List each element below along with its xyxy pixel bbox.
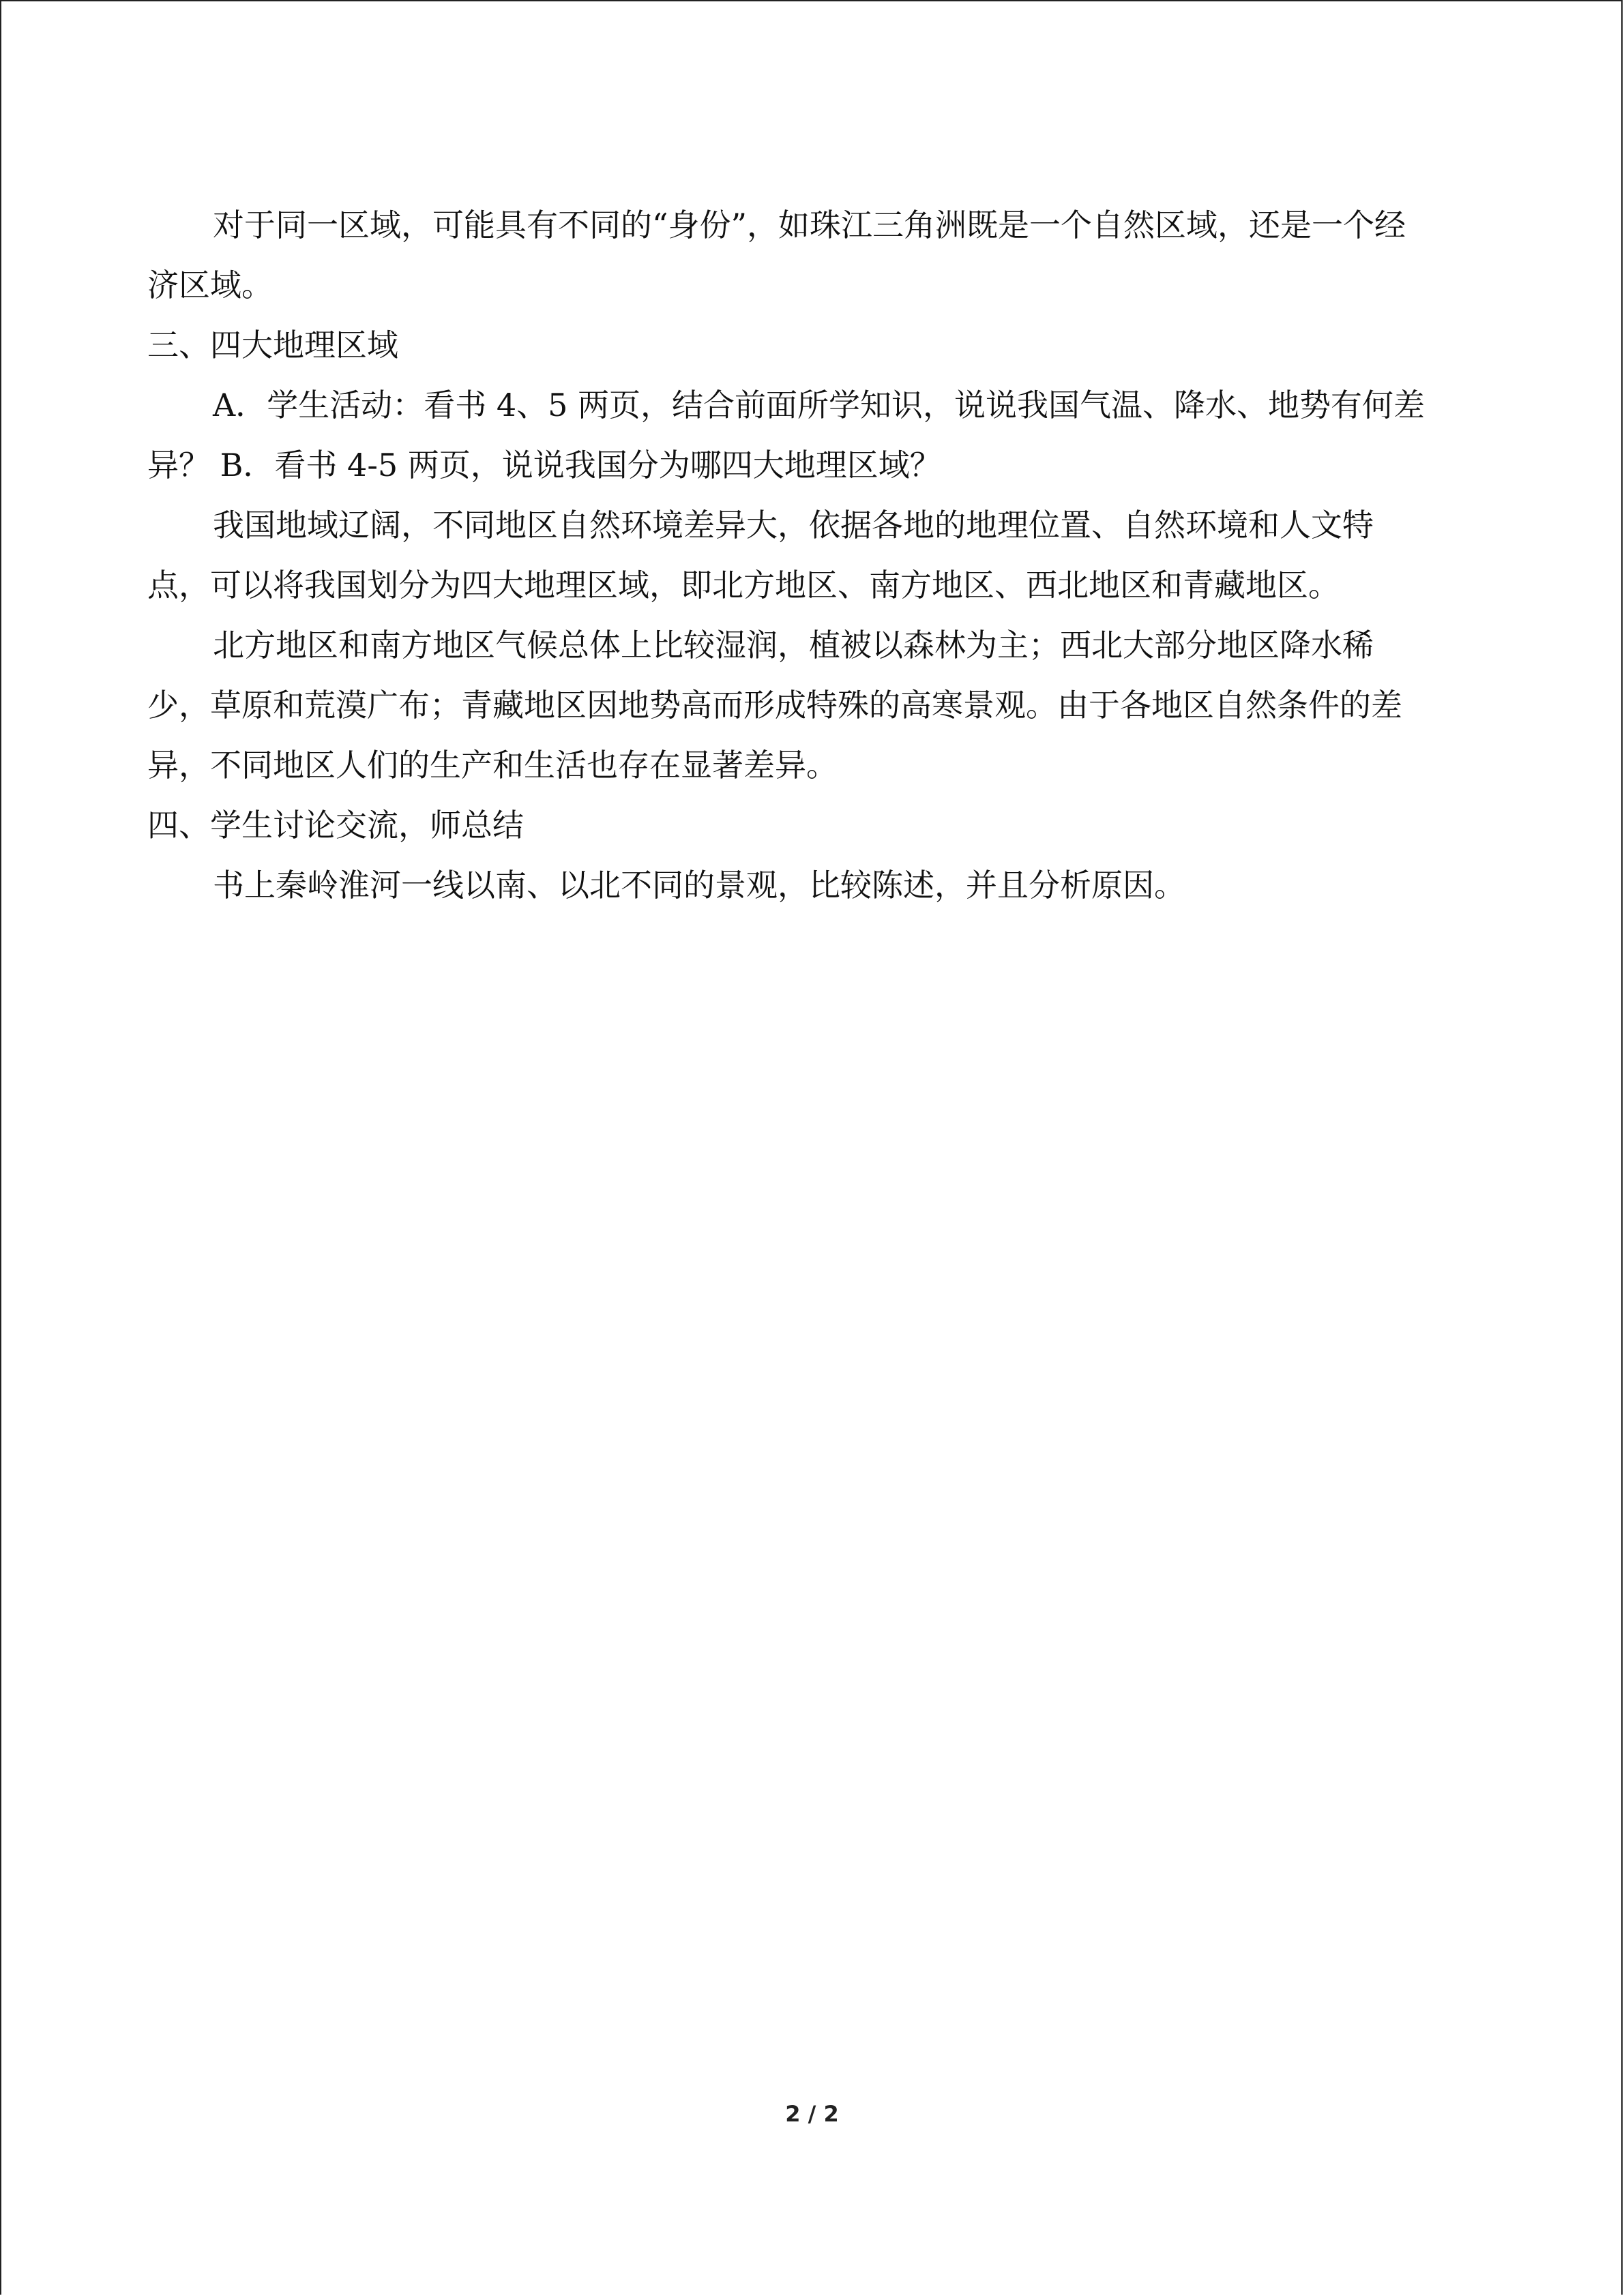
paragraph-line: 北方地区和南方地区气候总体上比较湿润，植被以森林为主；西北大部分地区降水稀 <box>213 627 1374 664</box>
paragraph-line: 异？ B．看书 4-5 两页，说说我国分为哪四大地理区域？ <box>147 447 941 483</box>
paragraph-line: 对于同一区域，可能具有不同的“身份”，如珠江三角洲既是一个自然区域，还是一个经 <box>213 207 1406 243</box>
paragraph-line: 书上秦岭淮河一线以南、以北不同的景观，比较陈述，并且分析原因。 <box>213 867 1185 904</box>
section-heading: 四、学生讨论交流，师总结 <box>147 807 524 844</box>
paragraph-line: 少，草原和荒漠广布；青藏地区因地势高而形成特殊的高寒景观。由于各地区自然条件的差 <box>147 687 1402 724</box>
paragraph-line: 我国地域辽阔，不同地区自然环境差异大，依据各地的地理位置、自然环境和人文特 <box>213 507 1374 543</box>
paragraph-line: 点，可以将我国划分为四大地理区域，即北方地区、南方地区、西北地区和青藏地区。 <box>147 567 1340 603</box>
paragraph-line: 济区域。 <box>147 267 273 303</box>
page-number: 2 / 2 <box>785 2101 839 2127</box>
paragraph-line: 异，不同地区人们的生产和生活也存在显著差异。 <box>147 747 838 784</box>
section-heading: 三、四大地理区域 <box>147 327 398 363</box>
paragraph-line: A．学生活动：看书 4、5 两页，结合前面所学知识，说说我国气温、降水、地势有何差 <box>213 387 1425 423</box>
